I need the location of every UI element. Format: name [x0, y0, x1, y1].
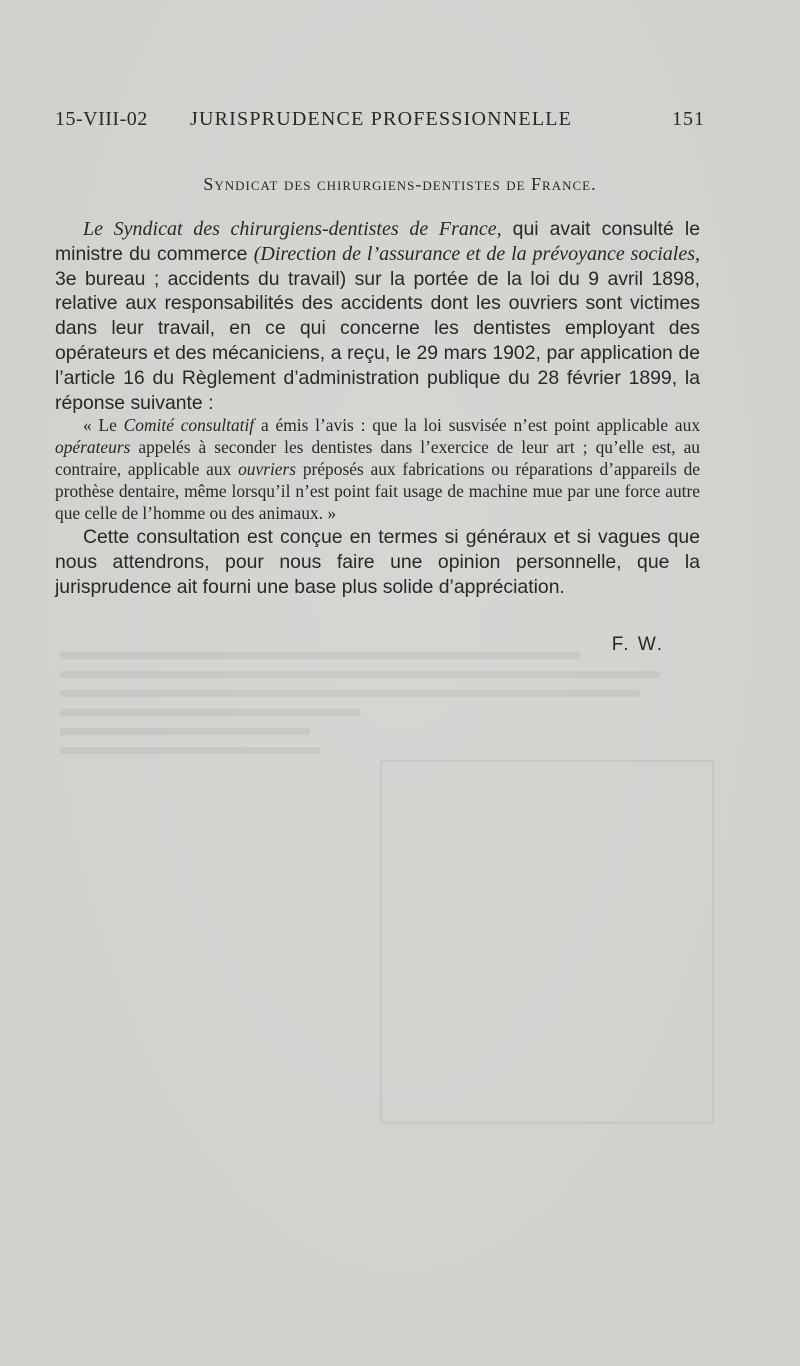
intro-text-a: qui avait consulté le ministre du commerce — [55, 218, 700, 265]
quote-text-d: appelés à seconder les dentistes dans l’exercice de leur art ; qu’elle est, au contraire, applicable aux — [55, 437, 700, 480]
header-date: 15-VIII-02 — [55, 108, 148, 130]
committee-quote — [55, 415, 700, 525]
quote-italic-ouvriers: ouvriers — [238, 459, 297, 480]
intro-italic-direction: (Direction de l’assurance et de la prévoyance sociales, — [253, 242, 701, 265]
intro-italic-lead: Le Syndicat des chirurgiens-dentistes de France, — [83, 218, 502, 240]
signature: F. W. — [611, 634, 664, 655]
quote-open: « Le — [83, 415, 124, 436]
article-body — [55, 217, 700, 599]
quote-text-f: préposés aux fabrications ou réparations d’appareils de prothèse dentaire, même lorsqu’il n’est point fait usage de machine mue par une force autre que celle de l’homme ou des animaux. » — [55, 459, 700, 523]
running-header — [55, 108, 705, 140]
quote-italic-operateurs: opérateurs — [55, 437, 131, 458]
section-title: Syndicat des chirurgiens-dentistes de France. — [203, 174, 597, 194]
intro-text-c: 3e bureau ; accidents du travail) sur la portée de la loi du 9 avril 1898, relative aux responsabilités des accidents dont les ouvriers sont victimes dans leur travail, en ce qui concerne les dentistes employant des opérateurs et des mécaniciens, a reçu, le 29 mars 1902, par application de l’article 16 du Règlement d’administration publique du 28 février 1899, la réponse suivante : — [55, 267, 700, 414]
quote-text-b: a émis l’avis : que la loi susvisée n’est point applicable aux — [254, 415, 701, 436]
page-number: 151 — [672, 108, 705, 130]
paragraph-conclusion: Cette consultation est conçue en termes si généraux et si vagues que nous attendrons, pour nous faire une opinion personnelle, que la jurisprudence ait fourni une base plus solide d’appréciation. — [55, 525, 700, 598]
quote-italic-comite: Comité consultatif — [123, 415, 255, 436]
header-title: JURISPRUDENCE PROFESSIONNELLE — [190, 108, 573, 130]
show-through-background — [60, 640, 740, 1300]
paragraph-intro — [55, 217, 700, 415]
